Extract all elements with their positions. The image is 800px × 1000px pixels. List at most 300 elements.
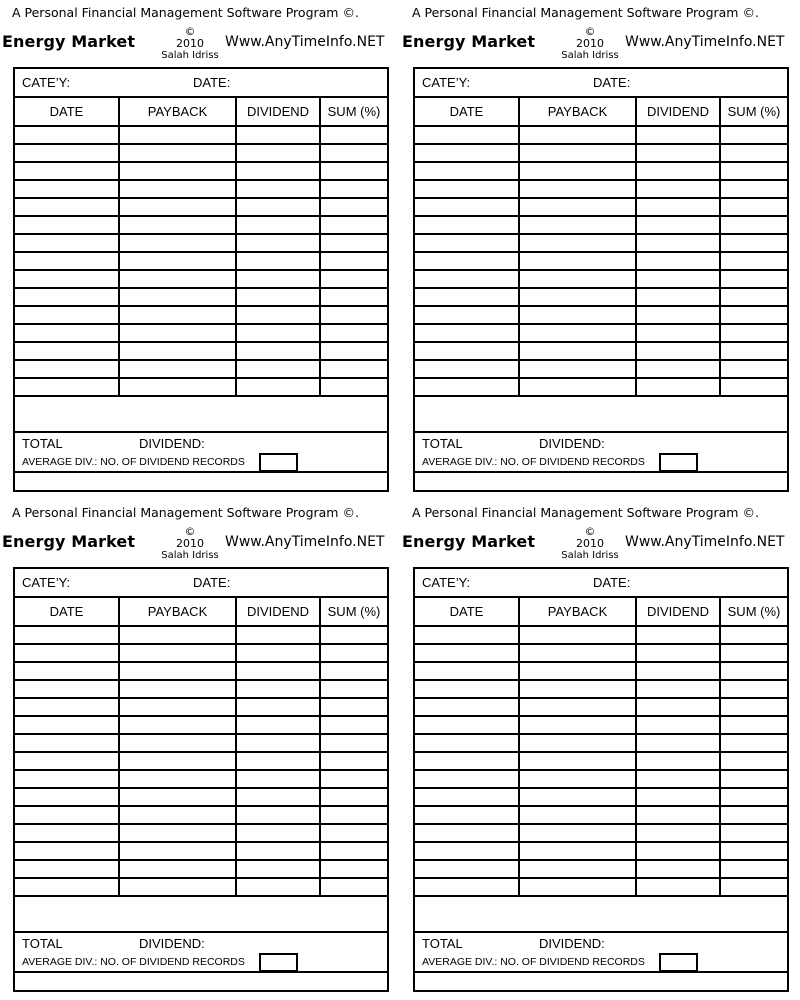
entry-cell[interactable]	[636, 878, 720, 896]
entry-cell[interactable]	[415, 806, 519, 824]
table-row	[415, 216, 787, 234]
entry-cell[interactable]	[415, 860, 519, 878]
entry-cell[interactable]	[320, 198, 387, 216]
entry-cell[interactable]	[720, 360, 787, 378]
entry-cell[interactable]	[415, 360, 519, 378]
entry-cell[interactable]	[119, 788, 236, 806]
entry-cell[interactable]	[320, 752, 387, 770]
entry-cell[interactable]	[415, 216, 519, 234]
entry-cell[interactable]	[636, 806, 720, 824]
entry-cell[interactable]	[15, 234, 119, 252]
column-header-dividend: DIVIDEND	[636, 598, 720, 626]
entry-cell[interactable]	[519, 626, 636, 644]
entry-cell[interactable]	[119, 698, 236, 716]
entry-cell[interactable]	[720, 842, 787, 860]
entry-cell[interactable]	[720, 234, 787, 252]
entry-cell[interactable]	[320, 626, 387, 644]
copyright-symbol: ©	[584, 525, 596, 538]
entry-cell[interactable]	[636, 270, 720, 288]
entry-cell[interactable]	[15, 878, 119, 896]
ledger-body	[15, 626, 387, 896]
entry-cell[interactable]	[15, 252, 119, 270]
entry-cell[interactable]	[519, 378, 636, 396]
entry-cell[interactable]	[236, 752, 320, 770]
entry-cell[interactable]	[15, 806, 119, 824]
entry-cell[interactable]	[236, 842, 320, 860]
entry-cell[interactable]	[636, 288, 720, 306]
entry-cell[interactable]	[519, 752, 636, 770]
dividend-records-count-box[interactable]	[259, 953, 298, 972]
entry-cell[interactable]	[15, 360, 119, 378]
entry-cell[interactable]	[415, 324, 519, 342]
entry-cell[interactable]	[119, 216, 236, 234]
table-row	[15, 342, 387, 360]
entry-cell[interactable]	[720, 698, 787, 716]
entry-cell[interactable]	[236, 860, 320, 878]
table-row	[415, 644, 787, 662]
entry-cell[interactable]	[415, 180, 519, 198]
entry-cell[interactable]	[236, 144, 320, 162]
entry-cell[interactable]	[119, 662, 236, 680]
entry-cell[interactable]	[415, 698, 519, 716]
entry-cell[interactable]	[15, 716, 119, 734]
table-row	[415, 234, 787, 252]
average-dividend-label: AVERAGE DIV.: NO. OF DIVIDEND RECORDS	[22, 956, 245, 968]
entry-cell[interactable]	[236, 162, 320, 180]
entry-cell[interactable]	[720, 378, 787, 396]
table-row	[415, 878, 787, 896]
table-row	[15, 662, 387, 680]
entry-cell[interactable]	[519, 644, 636, 662]
entry-cell[interactable]	[119, 860, 236, 878]
entry-cell[interactable]	[236, 788, 320, 806]
entry-cell[interactable]	[636, 378, 720, 396]
entry-cell[interactable]	[15, 734, 119, 752]
entry-cell[interactable]	[519, 360, 636, 378]
entry-cell[interactable]	[415, 734, 519, 752]
entry-cell[interactable]	[519, 680, 636, 698]
author-name: Salah Idriss	[561, 550, 619, 561]
entry-cell[interactable]	[636, 734, 720, 752]
dividend-records-count-box[interactable]	[259, 453, 298, 472]
table-row	[415, 806, 787, 824]
entry-cell[interactable]	[636, 306, 720, 324]
entry-cell[interactable]	[519, 144, 636, 162]
entry-cell[interactable]	[15, 198, 119, 216]
entry-cell[interactable]	[119, 878, 236, 896]
entry-cell[interactable]	[320, 770, 387, 788]
entry-cell[interactable]	[15, 626, 119, 644]
dividend-label: DIVIDEND:	[139, 436, 205, 451]
entry-cell[interactable]	[415, 662, 519, 680]
copyright-block	[550, 526, 630, 562]
category-date-row	[415, 569, 787, 598]
entry-cell[interactable]	[15, 842, 119, 860]
entry-cell[interactable]	[519, 216, 636, 234]
entry-cell[interactable]	[636, 216, 720, 234]
entry-cell[interactable]	[636, 824, 720, 842]
entry-cell[interactable]	[15, 180, 119, 198]
entry-cell[interactable]	[119, 716, 236, 734]
entry-cell[interactable]	[636, 626, 720, 644]
table-row	[415, 324, 787, 342]
entry-cell[interactable]	[636, 716, 720, 734]
entry-cell[interactable]	[119, 252, 236, 270]
entry-cell[interactable]	[119, 126, 236, 144]
entry-cell[interactable]	[519, 180, 636, 198]
entry-cell[interactable]	[15, 162, 119, 180]
entry-cell[interactable]	[636, 842, 720, 860]
entry-cell[interactable]	[236, 180, 320, 198]
entry-cell[interactable]	[519, 342, 636, 360]
entry-cell[interactable]	[519, 288, 636, 306]
entry-cell[interactable]	[320, 306, 387, 324]
entry-cell[interactable]	[519, 824, 636, 842]
entry-cell[interactable]	[15, 306, 119, 324]
ledger-card-top-left	[0, 0, 392, 490]
author-name: Salah Idriss	[161, 50, 219, 61]
entry-cell[interactable]	[720, 734, 787, 752]
entry-cell[interactable]	[320, 716, 387, 734]
entry-cell[interactable]	[119, 306, 236, 324]
entry-cell[interactable]	[636, 252, 720, 270]
entry-cell[interactable]	[236, 644, 320, 662]
entry-cell[interactable]	[236, 270, 320, 288]
entry-cell[interactable]	[15, 698, 119, 716]
entry-cell[interactable]	[415, 162, 519, 180]
entry-cell[interactable]	[320, 180, 387, 198]
entry-cell[interactable]	[236, 770, 320, 788]
entry-cell[interactable]	[119, 770, 236, 788]
entry-cell[interactable]	[519, 234, 636, 252]
entry-cell[interactable]	[720, 680, 787, 698]
entry-cell[interactable]	[636, 324, 720, 342]
entry-cell[interactable]	[119, 144, 236, 162]
entry-cell[interactable]	[415, 126, 519, 144]
category-date-row	[415, 69, 787, 98]
entry-cell[interactable]	[119, 288, 236, 306]
entry-cell[interactable]	[415, 234, 519, 252]
entry-cell[interactable]	[119, 234, 236, 252]
entry-cell[interactable]	[720, 752, 787, 770]
entry-cell[interactable]	[119, 342, 236, 360]
entry-cell[interactable]	[720, 288, 787, 306]
entry-cell[interactable]	[415, 842, 519, 860]
entry-cell[interactable]	[720, 144, 787, 162]
entry-cell[interactable]	[720, 216, 787, 234]
column-header-sum: SUM (%)	[320, 598, 387, 626]
entry-cell[interactable]	[119, 824, 236, 842]
entry-cell[interactable]	[636, 126, 720, 144]
entry-cell[interactable]	[720, 342, 787, 360]
entry-cell[interactable]	[320, 126, 387, 144]
entry-cell[interactable]	[415, 306, 519, 324]
entry-cell[interactable]	[720, 716, 787, 734]
entry-cell[interactable]	[320, 680, 387, 698]
entry-cell[interactable]	[320, 644, 387, 662]
entry-cell[interactable]	[320, 860, 387, 878]
table-row	[415, 770, 787, 788]
table-row	[15, 734, 387, 752]
entry-cell[interactable]	[519, 734, 636, 752]
table-row	[15, 288, 387, 306]
table-row	[15, 824, 387, 842]
entry-cell[interactable]	[519, 716, 636, 734]
ledger-card-bottom-left	[0, 500, 392, 990]
category-label: CATE’Y:	[422, 575, 471, 590]
table-row	[415, 378, 787, 396]
entry-cell[interactable]	[15, 680, 119, 698]
entry-cell[interactable]	[15, 324, 119, 342]
entry-cell[interactable]	[320, 788, 387, 806]
entry-cell[interactable]	[415, 270, 519, 288]
entry-cell[interactable]	[636, 144, 720, 162]
entry-cell[interactable]	[15, 216, 119, 234]
table-row	[415, 288, 787, 306]
entry-cell[interactable]	[236, 878, 320, 896]
entry-cell[interactable]	[415, 626, 519, 644]
entry-cell[interactable]	[415, 144, 519, 162]
entry-cell[interactable]	[519, 878, 636, 896]
entry-cell[interactable]	[415, 752, 519, 770]
column-header-dividend: DIVIDEND	[236, 598, 320, 626]
entry-cell[interactable]	[636, 680, 720, 698]
entry-cell[interactable]	[236, 806, 320, 824]
entry-cell[interactable]	[519, 126, 636, 144]
entry-cell[interactable]	[15, 378, 119, 396]
entry-cell[interactable]	[236, 360, 320, 378]
entry-cell[interactable]	[236, 698, 320, 716]
entry-cell[interactable]	[519, 270, 636, 288]
entry-cell[interactable]	[119, 180, 236, 198]
entry-cell[interactable]	[636, 234, 720, 252]
entry-cell[interactable]	[15, 144, 119, 162]
entry-cell[interactable]	[236, 252, 320, 270]
entry-cell[interactable]	[415, 342, 519, 360]
entry-cell[interactable]	[119, 324, 236, 342]
entry-cell[interactable]	[236, 306, 320, 324]
entry-cell[interactable]	[720, 162, 787, 180]
entry-cell[interactable]	[320, 698, 387, 716]
entry-cell[interactable]	[720, 198, 787, 216]
entry-cell[interactable]	[519, 842, 636, 860]
entry-cell[interactable]	[415, 198, 519, 216]
entry-cell[interactable]	[119, 360, 236, 378]
entry-cell[interactable]	[415, 824, 519, 842]
entry-cell[interactable]	[720, 770, 787, 788]
entry-cell[interactable]	[236, 716, 320, 734]
entry-cell[interactable]	[320, 144, 387, 162]
entry-cell[interactable]	[415, 378, 519, 396]
entry-cell[interactable]	[519, 662, 636, 680]
entry-cell[interactable]	[15, 270, 119, 288]
entry-cell[interactable]	[236, 126, 320, 144]
copyright-year: 2010	[176, 537, 204, 550]
entry-cell[interactable]	[119, 626, 236, 644]
entry-cell[interactable]	[519, 806, 636, 824]
entry-cell[interactable]	[720, 824, 787, 842]
website-url: Www.AnyTimeInfo.NET	[225, 34, 385, 50]
entry-cell[interactable]	[236, 342, 320, 360]
entry-cell[interactable]	[720, 252, 787, 270]
entry-cell[interactable]	[236, 216, 320, 234]
entry-cell[interactable]	[519, 162, 636, 180]
entry-cell[interactable]	[320, 234, 387, 252]
entry-cell[interactable]	[15, 770, 119, 788]
entry-cell[interactable]	[320, 252, 387, 270]
entry-cell[interactable]	[320, 216, 387, 234]
entry-cell[interactable]	[636, 788, 720, 806]
entry-cell[interactable]	[320, 734, 387, 752]
entry-cell[interactable]	[119, 842, 236, 860]
entry-cell[interactable]	[720, 306, 787, 324]
table-row	[15, 378, 387, 396]
entry-cell[interactable]	[119, 378, 236, 396]
entry-cell[interactable]	[119, 162, 236, 180]
entry-cell[interactable]	[636, 860, 720, 878]
entry-cell[interactable]	[236, 324, 320, 342]
entry-cell[interactable]	[720, 788, 787, 806]
entry-cell[interactable]	[320, 824, 387, 842]
dividend-records-count-box[interactable]	[659, 453, 698, 472]
entry-cell[interactable]	[236, 288, 320, 306]
entry-cell[interactable]	[119, 734, 236, 752]
entry-cell[interactable]	[15, 752, 119, 770]
entry-cell[interactable]	[15, 788, 119, 806]
program-tagline: A Personal Financial Management Software Program ©.	[412, 505, 759, 520]
table-header-row	[15, 598, 387, 626]
entry-cell[interactable]	[320, 270, 387, 288]
entry-cell[interactable]	[320, 324, 387, 342]
entry-cell[interactable]	[519, 324, 636, 342]
entry-cell[interactable]	[320, 878, 387, 896]
entry-cell[interactable]	[236, 198, 320, 216]
entry-cell[interactable]	[415, 644, 519, 662]
entry-cell[interactable]	[519, 698, 636, 716]
entry-cell[interactable]	[720, 324, 787, 342]
entry-cell[interactable]	[320, 360, 387, 378]
entry-cell[interactable]	[320, 288, 387, 306]
entry-cell[interactable]	[636, 162, 720, 180]
entry-cell[interactable]	[236, 234, 320, 252]
entry-cell[interactable]	[415, 252, 519, 270]
entry-cell[interactable]	[15, 662, 119, 680]
entry-cell[interactable]	[320, 342, 387, 360]
entry-cell[interactable]	[636, 698, 720, 716]
entry-cell[interactable]	[119, 198, 236, 216]
copyright-block	[550, 26, 630, 62]
entry-cell[interactable]	[415, 770, 519, 788]
entry-cell[interactable]	[720, 806, 787, 824]
entry-cell[interactable]	[636, 770, 720, 788]
table-row	[415, 824, 787, 842]
entry-cell[interactable]	[636, 662, 720, 680]
entry-cell[interactable]	[720, 878, 787, 896]
entry-cell[interactable]	[519, 770, 636, 788]
entry-cell[interactable]	[720, 662, 787, 680]
table-row	[15, 162, 387, 180]
entry-cell[interactable]	[636, 180, 720, 198]
dividend-records-count-box[interactable]	[659, 953, 698, 972]
entry-cell[interactable]	[320, 842, 387, 860]
entry-cell[interactable]	[636, 752, 720, 770]
totals-section	[15, 431, 387, 473]
entry-cell[interactable]	[519, 860, 636, 878]
average-dividend-label: AVERAGE DIV.: NO. OF DIVIDEND RECORDS	[422, 456, 645, 468]
ledger-form	[13, 567, 389, 992]
entry-cell[interactable]	[15, 860, 119, 878]
table-row	[15, 252, 387, 270]
entry-cell[interactable]	[236, 734, 320, 752]
entry-cell[interactable]	[720, 860, 787, 878]
program-tagline: A Personal Financial Management Software Program ©.	[412, 5, 759, 20]
table-row	[415, 360, 787, 378]
entry-cell[interactable]	[415, 788, 519, 806]
entry-cell[interactable]	[415, 716, 519, 734]
entry-cell[interactable]	[119, 644, 236, 662]
entry-cell[interactable]	[236, 378, 320, 396]
ledger-table	[15, 598, 387, 897]
entry-cell[interactable]	[415, 680, 519, 698]
entry-cell[interactable]	[15, 824, 119, 842]
entry-cell[interactable]	[519, 198, 636, 216]
entry-cell[interactable]	[236, 680, 320, 698]
column-header-payback: PAYBACK	[519, 98, 636, 126]
entry-cell[interactable]	[519, 306, 636, 324]
entry-cell[interactable]	[236, 824, 320, 842]
totals-section	[415, 431, 787, 473]
entry-cell[interactable]	[236, 626, 320, 644]
entry-cell[interactable]	[320, 378, 387, 396]
entry-cell[interactable]	[519, 788, 636, 806]
entry-cell[interactable]	[119, 680, 236, 698]
column-header-sum: SUM (%)	[720, 598, 787, 626]
program-tagline: A Personal Financial Management Software Program ©.	[12, 505, 359, 520]
entry-cell[interactable]	[636, 342, 720, 360]
entry-cell[interactable]	[720, 644, 787, 662]
column-header-payback: PAYBACK	[519, 598, 636, 626]
entry-cell[interactable]	[720, 180, 787, 198]
table-row	[15, 806, 387, 824]
totals-section	[15, 931, 387, 973]
entry-cell[interactable]	[519, 252, 636, 270]
entry-cell[interactable]	[15, 644, 119, 662]
table-header-row	[415, 598, 787, 626]
dividend-label: DIVIDEND:	[139, 936, 205, 951]
total-label: TOTAL	[22, 436, 63, 451]
entry-cell[interactable]	[15, 126, 119, 144]
entry-cell[interactable]	[320, 162, 387, 180]
copyright-block	[150, 526, 230, 562]
entry-cell[interactable]	[320, 662, 387, 680]
entry-cell[interactable]	[415, 878, 519, 896]
entry-cell[interactable]	[415, 288, 519, 306]
entry-cell[interactable]	[720, 626, 787, 644]
entry-cell[interactable]	[320, 806, 387, 824]
entry-cell[interactable]	[636, 644, 720, 662]
entry-cell[interactable]	[636, 198, 720, 216]
entry-cell[interactable]	[236, 662, 320, 680]
copyright-block	[150, 26, 230, 62]
entry-cell[interactable]	[119, 752, 236, 770]
entry-cell[interactable]	[720, 126, 787, 144]
entry-cell[interactable]	[15, 342, 119, 360]
entry-cell[interactable]	[119, 270, 236, 288]
entry-cell[interactable]	[15, 288, 119, 306]
entry-cell[interactable]	[720, 270, 787, 288]
entry-cell[interactable]	[119, 806, 236, 824]
entry-cell[interactable]	[636, 360, 720, 378]
